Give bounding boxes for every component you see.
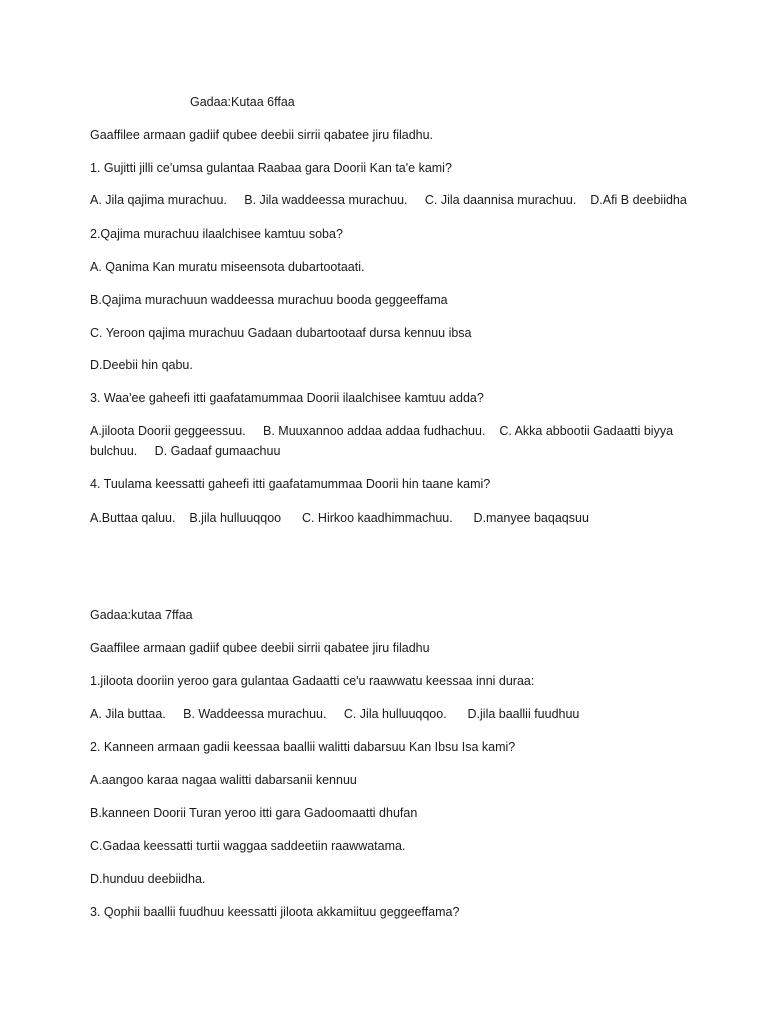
section1-question-1-options: A. Jila qajima murachuu. B. Jila waddeessa murachuu. C. Jila daannisa murachuu. D.Afi B deebiidha bbox=[90, 193, 687, 207]
section1-question-2-option-d: D.Deebii hin qabu. bbox=[90, 358, 193, 372]
section2-question-1: 1.jiloota dooriin yeroo gara gulantaa Gadaatti ce'u raawwatu keessaa inni duraa: bbox=[90, 674, 535, 688]
section2-title: Gadaa:kutaa 7ffaa bbox=[90, 608, 193, 622]
section2-instruction: Gaaffilee armaan gadiif qubee deebii sirrii qabatee jiru filadhu bbox=[90, 641, 430, 655]
section2-question-2-option-b: B.kanneen Doorii Turan yeroo itti gara Gadoomaatti dhufan bbox=[90, 806, 418, 820]
section1-question-1: 1. Gujitti jilli ce'umsa gulantaa Raabaa gara Doorii Kan ta'e kami? bbox=[90, 161, 452, 175]
section1-title: Gadaa:Kutaa 6ffaa bbox=[190, 95, 295, 109]
section2-question-2-option-c: C.Gadaa keessatti turtii waggaa saddeetiin raawwatama. bbox=[90, 839, 406, 853]
section2-question-2: 2. Kanneen armaan gadii keessaa baallii walitti dabarsuu Kan Ibsu Isa kami? bbox=[90, 740, 516, 754]
section1-question-3-options: A.jiloota Doorii geggeessuu. B. Muuxannoo addaa addaa fudhachuu. C. Akka abbootii Gadaatti biyya bulchuu. D. Gadaaf gumaachuu bbox=[90, 424, 677, 458]
section1-question-3: 3. Waa'ee gaheefi itti gaafatamummaa Doorii ilaalchisee kamtuu adda? bbox=[90, 391, 484, 405]
section1-instruction: Gaaffilee armaan gadiif qubee deebii sirrii qabatee jiru filadhu. bbox=[90, 128, 434, 142]
section1-question-2-option-c: C. Yeroon qajima murachuu Gadaan dubartootaaf dursa kennuu ibsa bbox=[90, 326, 472, 340]
section2-question-2-option-d: D.hunduu deebiidha. bbox=[90, 872, 206, 886]
section1-question-2-option-a: A. Qanima Kan muratu miseensota dubartootaati. bbox=[90, 260, 365, 274]
section1-question-2: 2.Qajima murachuu ilaalchisee kamtuu soba? bbox=[90, 227, 343, 241]
section1-question-4: 4. Tuulama keessatti gaheefi itti gaafatamummaa Doorii hin taane kami? bbox=[90, 477, 491, 491]
section2-question-2-option-a: A.aangoo karaa nagaa walitti dabarsanii kennuu bbox=[90, 773, 357, 787]
section1-question-4-options: A.Buttaa qaluu. B.jila hulluuqqoo C. Hirkoo kaadhimmachuu. D.manyee baqaqsuu bbox=[90, 511, 589, 525]
section2-question-1-options: A. Jila buttaa. B. Waddeessa murachuu. C. Jila hulluuqqoo. D.jila baallii fuudhuu bbox=[90, 707, 580, 721]
section2-question-3: 3. Qophii baallii fuudhuu keessatti jiloota akkamiituu geggeeffama? bbox=[90, 905, 460, 919]
section1-question-2-option-b: B.Qajima murachuun waddeessa murachuu booda geggeeffama bbox=[90, 293, 448, 307]
